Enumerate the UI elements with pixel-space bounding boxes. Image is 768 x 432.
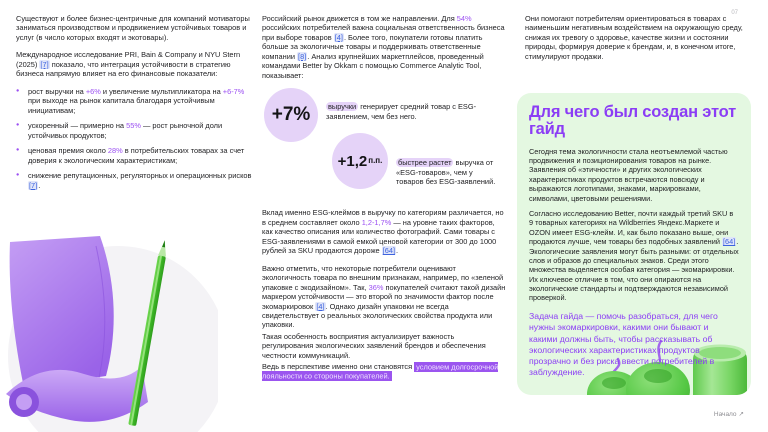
paragraph-eco-help: Они помогают потребителям ориентироваться в товарах с наименьшим негативным воздействием на окружающую среду, снижая их тревогу о здоровье, качестве жизни и состоянии природы, формируя доверие к брендам, и, в конечном итоге, стимулируют продажи. (525, 14, 743, 61)
reference-link[interactable]: [4] (316, 301, 325, 311)
list-item (16, 121, 252, 140)
guide-purpose-card (517, 93, 751, 395)
footer-start-link[interactable] (714, 410, 744, 418)
financial-indicators-list (16, 87, 252, 190)
text-segment: . Экологические заявления могут быть разными: от отдельных слов и образов до специальных знаков. Среди этого множества выделяется особая категория — экомаркировки. Их ключевое отличие в том, что они опираются на экологические стандарты и подтверждаются независимой проверкой. (529, 237, 739, 303)
text-segment: выручки (328, 102, 357, 112)
text-segment: условием долгосрочной лояльности со стороны покупателей. (262, 362, 499, 381)
text-segment: генерирует средний товар с ESG-заявлением, чем без него. (326, 102, 477, 121)
guide-paragraph-better-research (529, 209, 739, 303)
purple-scroll-and-pencil-illustration (0, 236, 218, 432)
paragraph-study (16, 50, 252, 78)
guide-card-title: Для чего был создан этот гайд (529, 103, 737, 139)
esg-stats (262, 88, 506, 200)
reference-link[interactable]: [4] (334, 32, 343, 42)
guide-paragraph-eco-trend: Сегодня тема экологичности стала неотъемлемой частью продвижения и позиционирования товаров на рынке. Заявления об «этичности» и других экологических характеристиках продуктов встречаются повсюду и выражаются логотипами, знаками, маркировками, символами, цветовыми решениями. (529, 146, 728, 203)
text-segment: в потребительских товарах за счет доверия к экологическим характеристикам; (28, 146, 245, 165)
paragraph-packaging (262, 264, 506, 330)
text-segment: ценовая премия около (28, 146, 108, 156)
text-segment: покупателей считают такой дизайн маркером устойчивости — это второй по значимости фактор после экомаркировок (262, 282, 506, 311)
paragraph-market (262, 14, 506, 80)
list-item (16, 146, 252, 165)
paragraph-intro: Существуют и более бизнес-центричные для компаний мотиваторы заниматься производством и продвижением устойчивых товаров и услуг (в число которых входят и экотовары). (16, 14, 250, 42)
text-segment: снижение репутационных, регуляторных и операционных рисков (28, 171, 252, 181)
text-segment: . (38, 180, 41, 190)
arrow-up-right-icon: ↗ (738, 411, 744, 418)
stat-value: +1,2 (337, 152, 368, 170)
text-segment: . Однако дизайн упаковки не всегда свидетельствует о реальных экологических свойства продукта или упаковки. (262, 301, 493, 330)
text-segment: показало, что интеграция устойчивости в стратегию бизнеса напрямую влияет на его финансовые показатели: (16, 59, 231, 79)
paragraph-esg-contribution (262, 208, 506, 255)
stat-circle-growth (332, 133, 388, 189)
paragraph-loyalty (262, 362, 506, 381)
reference-link[interactable]: [7] (29, 180, 38, 190)
text-segment: 55% (126, 121, 141, 131)
footer-link-label: Начало (713, 411, 737, 418)
text-segment: Вклад именно ESG-клеймов в выручку по категориям различается, но в среднем составляет около (262, 208, 504, 227)
text-segment: 54% (456, 14, 472, 23)
text-segment: . (396, 246, 399, 256)
stat-unit: п.п. (368, 156, 383, 166)
reference-link[interactable]: [64] (722, 237, 736, 247)
stat-caption-revenue (326, 102, 498, 121)
reference-link[interactable]: [7] (40, 59, 49, 69)
text-segment: — на уровне таких факторов, как качество описания или количество фотографий. Сами товары с ESG-заявлениями в самой емкой ценовой категории от 300 до 1000 рублей за SKU продаются дороже (262, 217, 497, 256)
page-number: 07 (731, 10, 738, 16)
stat-circle-revenue (264, 88, 318, 142)
text-segment: . Анализ крупнейших маркетплейсов, проведенный командами Better by Okkam с помощью Commerce Analytic Tool, показывает: (262, 51, 484, 80)
text-segment: и увеличение мультипликатора на (100, 86, 223, 96)
reference-link[interactable]: [8] (298, 51, 307, 61)
guide-task-statement: Задача гайда — помочь разобраться, для чего нужны экомаркировки, какими они бывают и какими должны быть, чтобы рассказывать об экологических характеристиках продуктов прозрачно и без риска ввести потребителей в заблуждение. (529, 310, 718, 378)
text-segment: 1,2-1,7% (361, 217, 392, 227)
list-item (16, 171, 252, 190)
list-item (16, 87, 252, 115)
text-segment: выручка от «ESG-товаров», чем у товаров без ESG-заявлений. (396, 158, 496, 187)
text-segment: Международное исследование PRI, Bain & Company и NYU Stern (2025) (16, 50, 241, 69)
text-segment: Ведь в перспективе именно они становятся (262, 362, 415, 372)
text-segment: 36% (368, 282, 384, 292)
text-segment: Согласно исследованию Better, почти каждый третий SKU в 9 товарных категориях на Wildberries Яндекс.Маркете и OZON имеет ESG-клейм. И, как было показано выше, они продаются лучше, чем товары без подобных заявлений (529, 208, 734, 247)
text-segment: Российский рынок движется в том же направлении. Для (262, 14, 457, 23)
text-segment: 28% (107, 146, 123, 156)
stat-value: +7% (271, 104, 311, 126)
text-segment: +6-7% (222, 86, 245, 96)
text-segment: +6% (85, 86, 101, 96)
text-segment: при выходе на рынок капитала благодаря устойчивым инициативам; (28, 96, 215, 115)
text-segment: быстрее растет (398, 158, 452, 168)
text-segment: — рост рыночной доли устойчивых продуктов; (28, 121, 223, 140)
paragraph-regulation: Такая особенность восприятия актуализирует важность регулирования экологических заявлений брендов и обеспечения честности коммуникаций. (262, 331, 486, 360)
stat-caption-growth (396, 158, 502, 186)
text-segment: рост выручки на (28, 86, 86, 96)
column-business-motivators (16, 14, 252, 196)
text-segment: российских потребителей важна социальная ответственность бизнеса при выборе товаров (262, 23, 505, 42)
text-segment: . Более того, покупатели готовы платить больше за экологичные товары и поддерживать ответственные компании (262, 32, 483, 61)
reference-link[interactable]: [64] (382, 246, 396, 256)
text-segment: ускоренный — примерно на (28, 121, 127, 131)
text-segment: Важно отметить, что некоторые потребители оценивают экологичность товара по внешним признакам, например, по «зеленой упаковке с экодизайном». Так, (262, 263, 504, 292)
column-russian-market (262, 14, 506, 389)
